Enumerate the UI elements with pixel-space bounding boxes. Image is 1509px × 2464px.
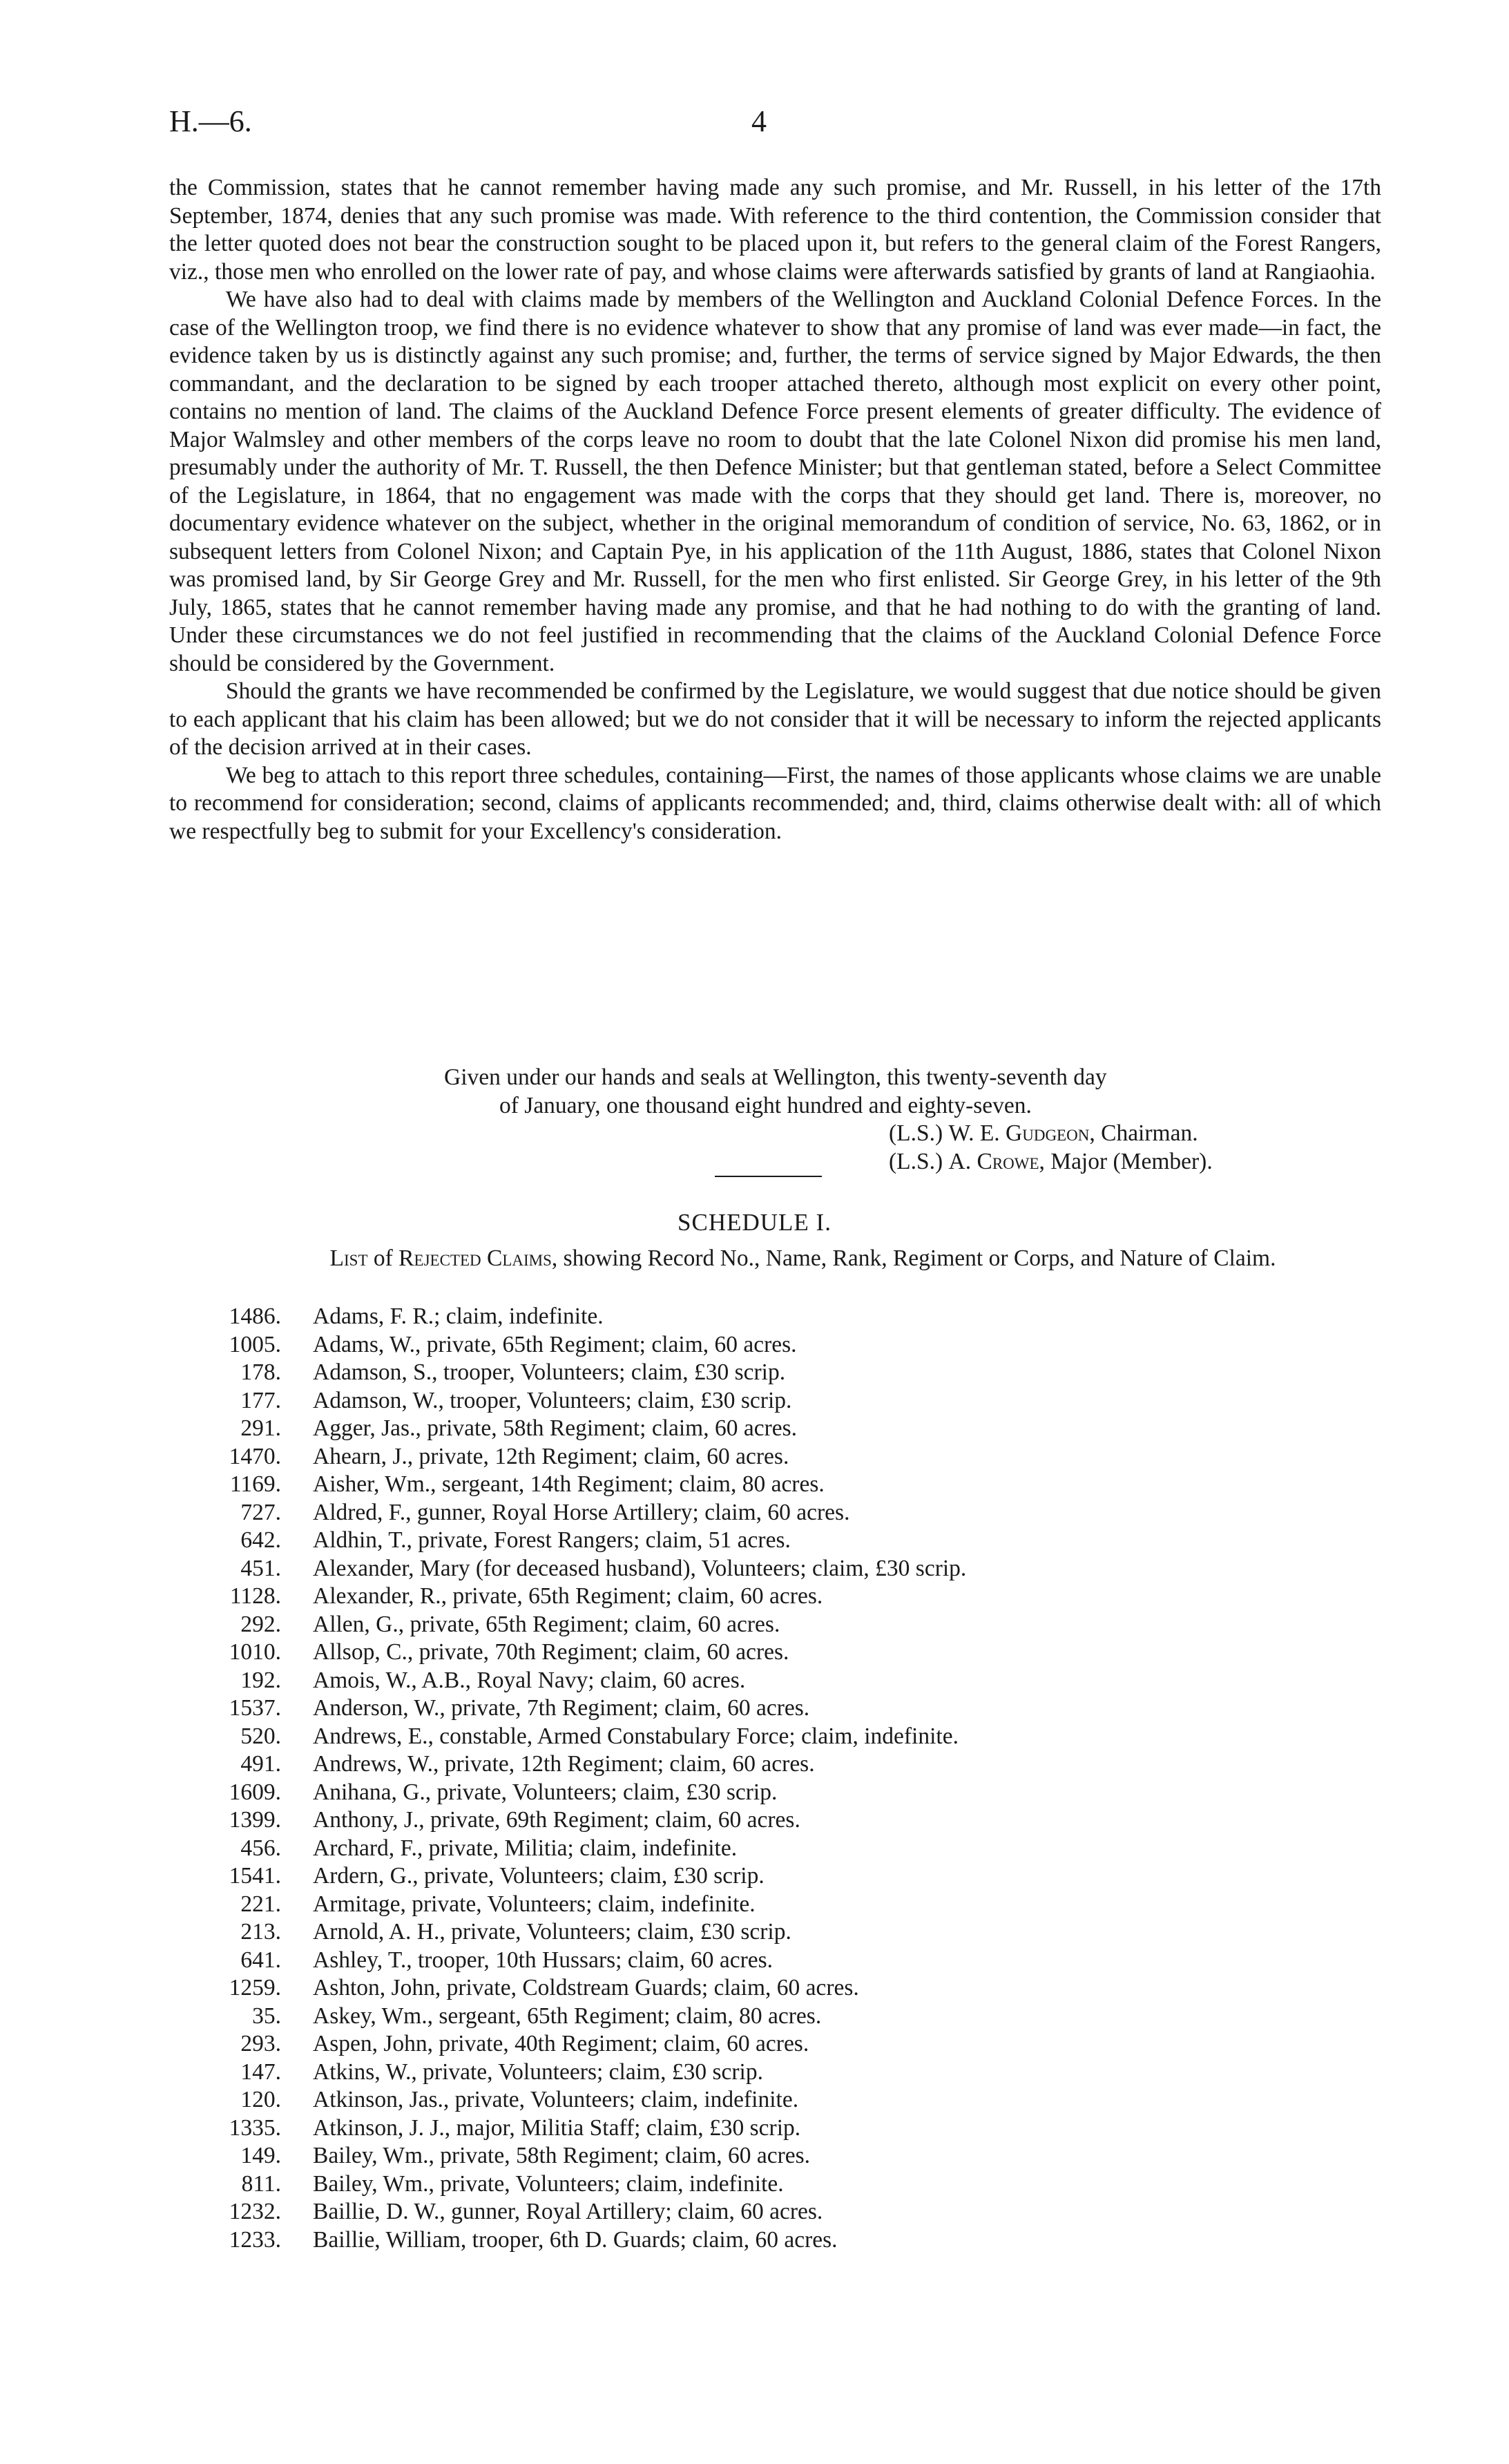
signer-name: W. E. Gudgeon	[948, 1120, 1090, 1146]
signature-block	[169, 1064, 1381, 1176]
seal-mark: (L.S.)	[889, 1148, 943, 1174]
list-item	[169, 2003, 1381, 2031]
record-number: 456.	[240, 1835, 281, 1861]
claim-text: Baillie, William, trooper, 6th D. Guards; claim, 60 acres.	[313, 2226, 838, 2253]
signer-member	[169, 1148, 1381, 1176]
record-number: 292.	[240, 1611, 281, 1637]
claim-text: Archard, F., private, Militia; claim, indefinite.	[313, 1835, 738, 1861]
claim-text: Anihana, G., private, Volunteers; claim, £30 scrip.	[313, 1779, 778, 1805]
record-number: 641.	[240, 1947, 281, 1973]
paragraph: We beg to attach to this report three schedules, containing—First, the names of those applicants whose claims we are unable to recommend for consideration; second, claims of applicants recommended; and, third, claims otherwise dealt with: all of which we respectfully beg to submit for your Excellency's consideration.	[169, 762, 1381, 844]
record-number: 192.	[240, 1667, 281, 1693]
list-item	[169, 1779, 1381, 1807]
record-number: 727.	[240, 1499, 281, 1525]
list-item	[169, 1947, 1381, 1975]
claim-text: Aldred, F., gunner, Royal Horse Artillery; claim, 60 acres.	[313, 1499, 850, 1525]
claim-text: Ardern, G., private, Volunteers; claim, £30 scrip.	[313, 1863, 765, 1889]
list-item	[169, 1918, 1381, 1947]
signer-chairman	[169, 1120, 1381, 1148]
list-item	[169, 1611, 1381, 1639]
record-number: 1609.	[229, 1779, 281, 1805]
claim-text: Agger, Jas., private, 58th Regiment; claim, 60 acres.	[313, 1415, 798, 1441]
claim-text: Armitage, private, Volunteers; claim, indefinite.	[313, 1891, 756, 1917]
signer-role: , Chairman.	[1089, 1120, 1198, 1146]
list-item	[169, 2198, 1381, 2226]
record-number: 1537.	[229, 1695, 281, 1721]
claim-text: Aspen, John, private, 40th Regiment; claim, 60 acres.	[313, 2031, 809, 2056]
record-number: 491.	[240, 1751, 281, 1777]
record-number: 1486.	[229, 1303, 281, 1329]
record-number: 1005.	[229, 1331, 281, 1357]
record-number: 147.	[240, 2059, 281, 2085]
subtitle-caps: Rejected Claims	[398, 1245, 552, 1271]
record-number: 520.	[240, 1723, 281, 1749]
claim-text: Allen, G., private, 65th Regiment; claim, 60 acres.	[313, 1611, 780, 1637]
list-item	[169, 1639, 1381, 1667]
claim-text: Aldhin, T., private, Forest Rangers; claim, 51 acres.	[313, 1527, 791, 1553]
list-item	[169, 1891, 1381, 1919]
record-number: 1169.	[229, 1471, 281, 1497]
record-number: 293.	[240, 2031, 281, 2056]
claim-text: Alexander, R., private, 65th Regiment; claim, 60 acres.	[313, 1583, 823, 1609]
list-item	[169, 1415, 1381, 1443]
list-item	[169, 1443, 1381, 1471]
claim-text: Anthony, J., private, 69th Regiment; claim, 60 acres.	[313, 1807, 800, 1833]
claim-text: Atkinson, J. J., major, Militia Staff; claim, £30 scrip.	[313, 2114, 801, 2141]
claim-text: Ahearn, J., private, 12th Regiment; claim, 60 acres.	[313, 1443, 789, 1469]
list-item	[169, 1862, 1381, 1891]
record-number: 811.	[241, 2170, 281, 2197]
list-item	[169, 1835, 1381, 1863]
section-divider	[715, 1176, 822, 1177]
schedule-subtitle	[224, 1245, 1381, 1273]
claim-text: Alexander, Mary (for deceased husband), Volunteers; claim, £30 scrip.	[313, 1555, 967, 1581]
schedule-title: SCHEDULE I.	[677, 1209, 832, 1236]
paragraph: the Commission, states that he cannot remember having made any such promise, and Mr. Russell, in his letter of the 17th September, 1874, denies that any such promise was made. With reference to the third contention, the Commission consider that the letter quoted does not bear the construction sought to be placed upon it, but refers to the general claim of the Forest Rangers, viz., those men who enrolled on the lower rate of pay, and whose claims were afterwards satisfied by grants of land at Rangiaohia.	[169, 175, 1381, 285]
list-item	[169, 2226, 1381, 2255]
claim-text: Adamson, W., trooper, Volunteers; claim, £30 scrip.	[313, 1387, 792, 1413]
record-number: 1335.	[229, 2114, 281, 2141]
list-item	[169, 1806, 1381, 1835]
list-item	[169, 1471, 1381, 1499]
signer-role: , Major (Member).	[1039, 1148, 1213, 1174]
record-number: 451.	[240, 1555, 281, 1581]
list-item	[169, 1527, 1381, 1555]
list-item	[169, 1303, 1381, 1331]
claim-text: Andrews, E., constable, Armed Constabulary Force; claim, indefinite.	[313, 1723, 959, 1749]
list-item	[169, 1499, 1381, 1527]
claim-text: Bailey, Wm., private, Volunteers; claim, indefinite.	[313, 2170, 784, 2197]
record-number: 1010.	[229, 1639, 281, 1665]
claim-text: Adamson, S., trooper, Volunteers; claim, £30 scrip.	[313, 1359, 786, 1385]
list-item	[169, 2030, 1381, 2059]
claim-text: Atkins, W., private, Volunteers; claim, £30 scrip.	[313, 2059, 763, 2085]
claim-text: Arnold, A. H., private, Volunteers; claim, £30 scrip.	[313, 1919, 791, 1945]
list-item	[169, 1359, 1381, 1387]
record-number: 120.	[240, 2087, 281, 2112]
record-number: 1233.	[229, 2226, 281, 2253]
page-number: 4	[751, 104, 767, 138]
claim-text: Adams, F. R.; claim, indefinite.	[313, 1303, 604, 1329]
given-line-1: Given under our hands and seals at Wellington, this twenty-seventh day	[444, 1064, 1107, 1090]
subtitle-lead: List	[329, 1245, 368, 1271]
document-code: H.—6.	[169, 104, 252, 138]
claim-text: Askey, Wm., sergeant, 65th Regiment; claim, 80 acres.	[313, 2003, 822, 2029]
record-number: 1541.	[229, 1863, 281, 1889]
record-number: 177.	[240, 1387, 281, 1413]
rejected-claims-list	[169, 1303, 1381, 2254]
record-number: 213.	[240, 1919, 281, 1945]
record-number: 1399.	[229, 1807, 281, 1833]
paragraph: Should the grants we have recommended be confirmed by the Legislature, we would suggest that due notice should be given to each applicant that his claim has been allowed; but we do not consider that it will be necessary to inform the rejected applicants of the decision arrived at in their cases.	[169, 678, 1381, 760]
record-number: 35.	[252, 2003, 281, 2029]
record-number: 1232.	[229, 2199, 281, 2224]
list-item	[169, 1387, 1381, 1415]
subtitle-of: of	[367, 1245, 399, 1271]
signer-name: A. Crowe	[948, 1148, 1039, 1174]
claim-text: Atkinson, Jas., private, Volunteers; claim, indefinite.	[313, 2087, 799, 2112]
list-item	[169, 1667, 1381, 1695]
list-item	[169, 2114, 1381, 2143]
record-number: 1259.	[229, 1975, 281, 2000]
list-item	[169, 1974, 1381, 2003]
record-number: 149.	[240, 2143, 281, 2168]
list-item	[169, 1750, 1381, 1779]
claim-text: Ashton, John, private, Coldstream Guards; claim, 60 acres.	[313, 1975, 859, 2000]
list-item	[169, 2142, 1381, 2170]
record-number: 642.	[240, 1527, 281, 1553]
record-number: 1128.	[229, 1583, 281, 1609]
claim-text: Anderson, W., private, 7th Regiment; claim, 60 acres.	[313, 1695, 810, 1721]
list-item	[169, 1723, 1381, 1751]
list-item	[169, 1583, 1381, 1611]
claim-text: Bailey, Wm., private, 58th Regiment; claim, 60 acres.	[313, 2143, 811, 2168]
given-line-2: of January, one thousand eight hundred and eighty-seven.	[499, 1092, 1032, 1118]
record-number: 291.	[240, 1415, 281, 1441]
record-number: 221.	[240, 1891, 281, 1917]
claim-text: Ashley, T., trooper, 10th Hussars; claim, 60 acres.	[313, 1947, 773, 1973]
report-body	[169, 174, 1381, 846]
list-item	[169, 2170, 1381, 2199]
paragraph: We have also had to deal with claims made by members of the Wellington and Auckland Colonial Defence Forces. In the case of the Wellington troop, we find there is no evidence whatever to show that any promise of land was ever made—in fact, the evidence taken by us is distinctly against any such promise; and, further, the terms of service signed by Major Edwards, the then commandant, and the declaration to be signed by each trooper attached thereto, although most explicit on every other point, contains no mention of land. The claims of the Auckland Defence Force present elements of greater difficulty. The evidence of Major Walmsley and other members of the corps leave no room to doubt that the late Colonel Nixon did promise his men land, presumably under the authority of Mr. T. Russell, the then Defence Minister; but that gentleman stated, before a Select Committee of the Legislature, in 1864, that no engagement was made with the corps that they should get land. There is, moreover, no documentary evidence whatever on the subject, whether in the original memorandum of condition of service, No. 63, 1862, or in subsequent letters from Colonel Nixon; and Captain Pye, in his application of the 11th August, 1886, states that Colonel Nixon was promised land, by Sir George Grey and Mr. Russell, for the men who first enlisted. Sir George Grey, in his letter of the 9th July, 1865, states that he cannot remember having made any promise, and that he had nothing to do with the granting of land. Under these circumstances we do not feel justified in recommending that the claims of the Auckland Colonial Defence Force should be considered by the Government.	[169, 287, 1381, 676]
claim-text: Adams, W., private, 65th Regiment; claim, 60 acres.	[313, 1331, 797, 1357]
record-number: 178.	[240, 1359, 281, 1385]
list-item	[169, 1331, 1381, 1359]
list-item	[169, 1555, 1381, 1583]
claim-text: Allsop, C., private, 70th Regiment; claim, 60 acres.	[313, 1639, 789, 1665]
claim-text: Baillie, D. W., gunner, Royal Artillery; claim, 60 acres.	[313, 2199, 823, 2224]
claim-text: Andrews, W., private, 12th Regiment; claim, 60 acres.	[313, 1751, 815, 1777]
claim-text: Aisher, Wm., sergeant, 14th Regiment; claim, 80 acres.	[313, 1471, 825, 1497]
list-item	[169, 2086, 1381, 2114]
seal-mark: (L.S.)	[889, 1120, 943, 1146]
claim-text: Amois, W., A.B., Royal Navy; claim, 60 acres.	[313, 1667, 746, 1693]
list-item	[169, 1694, 1381, 1723]
record-number: 1470.	[229, 1443, 281, 1469]
list-item	[169, 2059, 1381, 2087]
subtitle-rest: , showing Record No., Name, Rank, Regiment or Corps, and Nature of Claim.	[551, 1245, 1276, 1271]
